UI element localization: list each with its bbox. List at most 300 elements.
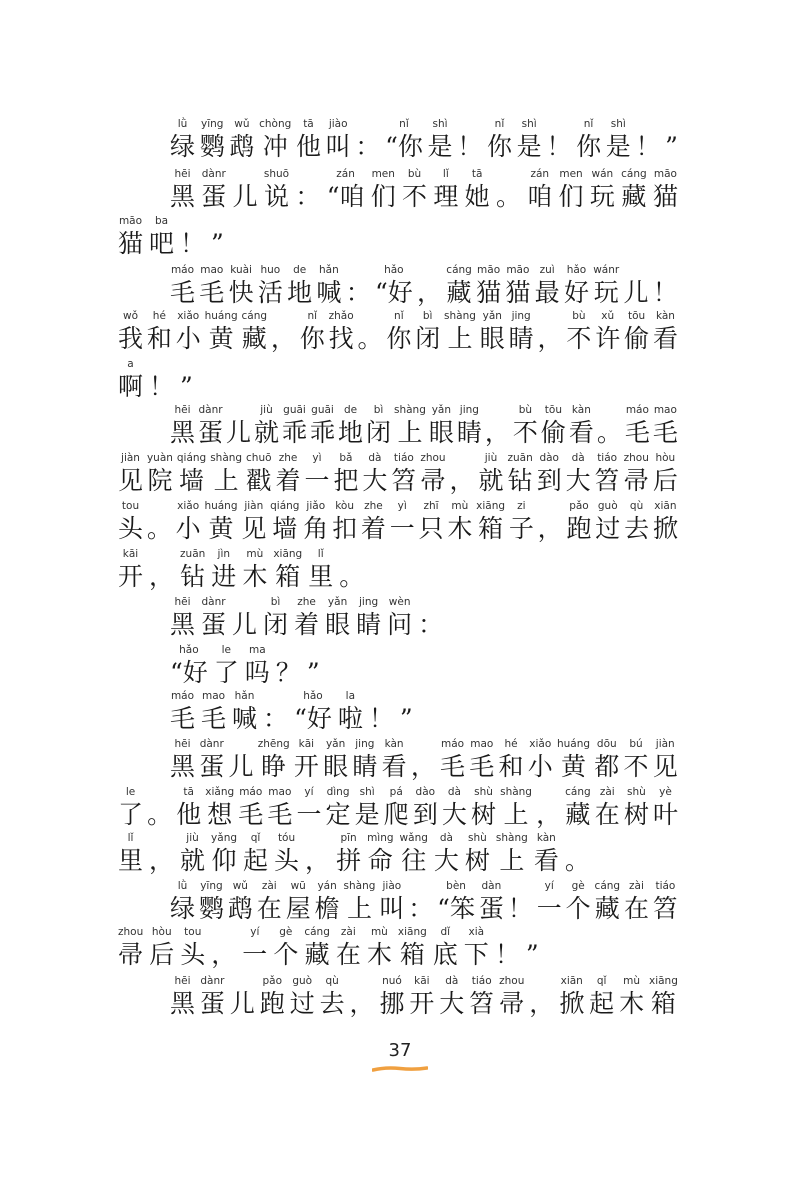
character: 挪nuó (379, 975, 405, 1018)
pinyin (149, 832, 174, 847)
pinyin: nǐ (576, 118, 602, 130)
pinyin: pǎo (566, 500, 592, 512)
character: 是shì (427, 118, 453, 161)
character: ： (355, 118, 380, 159)
pinyin: xiǎo (527, 738, 553, 750)
character: 是shì (354, 786, 380, 829)
pinyin: hǎn (316, 264, 342, 276)
character: 猫māo (118, 215, 144, 258)
character: 后hòu (652, 452, 678, 495)
pinyin: xiāng (476, 500, 506, 512)
character: 都dōu (594, 738, 620, 781)
pinyin (565, 832, 590, 847)
pinyin (529, 975, 554, 990)
character: 偷tōu (540, 404, 566, 447)
character: 墙qiáng (176, 452, 207, 495)
pinyin: shàng (444, 310, 476, 322)
character: 帚zhou (118, 926, 144, 969)
character: 见jiàn (652, 738, 678, 781)
pinyin: kàn (533, 832, 559, 844)
text-line (118, 832, 678, 873)
character: 帚zhou (499, 975, 525, 1018)
character: 笤tiáo (652, 880, 678, 923)
character: 箱xiāng (397, 926, 427, 969)
character: 一yí (536, 880, 562, 923)
character: “好hǎo (170, 644, 208, 687)
character: 你nǐ (576, 118, 602, 161)
pinyin (536, 786, 561, 801)
text-line (170, 118, 678, 159)
character: 你nǐ (386, 310, 412, 353)
pinyin: yǎng (211, 832, 238, 844)
pinyin: zài (335, 926, 361, 938)
pinyin: zhe (360, 500, 386, 512)
character: ： (263, 690, 288, 731)
character: 黑hēi (170, 738, 196, 781)
character: 。 (147, 786, 172, 827)
character: ！ (180, 215, 205, 256)
character: 帚zhou (420, 452, 446, 495)
character: 你nǐ (299, 310, 325, 353)
character: ， (417, 264, 442, 305)
character: 黄huáng (204, 310, 238, 353)
pinyin (400, 693, 413, 708)
character: 眼yǎn (479, 310, 505, 353)
pinyin: yì (304, 452, 330, 464)
pinyin: zhe (294, 596, 320, 608)
pinyin: wǒ (118, 310, 144, 322)
character: ， (271, 310, 296, 351)
character: 毛máo (170, 264, 196, 307)
character: 偷tōu (624, 310, 650, 353)
pinyin: pǎo (259, 975, 285, 987)
pinyin (147, 786, 172, 801)
character: ， (485, 404, 510, 445)
pinyin: wánr (593, 264, 620, 276)
pinyin: kāi (409, 975, 435, 987)
pinyin: xiāng (648, 975, 678, 987)
character: 去qù (319, 975, 345, 1018)
character: 戳chuō (246, 452, 272, 495)
pinyin (350, 975, 375, 990)
character: 着zhe (275, 452, 301, 495)
character: ” (180, 361, 193, 399)
pinyin: tā (295, 118, 321, 130)
pinyin: chuō (246, 452, 272, 464)
character: 你nǐ (486, 118, 512, 161)
pinyin: cáng (621, 168, 647, 180)
character: ： (418, 596, 443, 637)
text-line (170, 168, 678, 209)
pinyin (369, 690, 394, 705)
pinyin: jiǎo (303, 500, 329, 512)
character: ， (538, 310, 563, 351)
character: 起qǐ (243, 832, 269, 875)
pinyin: wū (285, 880, 311, 892)
pinyin (263, 690, 288, 705)
character: 乖guāi (310, 404, 336, 447)
character: 命mìng (367, 832, 394, 875)
pinyin (295, 168, 320, 183)
character: 毛mao (652, 404, 678, 447)
pinyin: mù (366, 926, 392, 938)
character: 鹉wǔ (229, 118, 255, 161)
text-line (118, 548, 678, 589)
character: 笤tiáo (594, 452, 620, 495)
character: 到dào (536, 452, 562, 495)
character: 院yuàn (146, 452, 173, 495)
pinyin: qǐ (243, 832, 269, 844)
pinyin: jiàn (652, 738, 678, 750)
pinyin: tōu (540, 404, 566, 416)
pinyin: yīng (198, 880, 224, 892)
pinyin: hēi (170, 596, 196, 608)
character: 。 (147, 500, 172, 541)
character: 不bú (623, 738, 649, 781)
pinyin: bù (402, 168, 428, 180)
pinyin: shù (471, 786, 496, 798)
pinyin: zuì (534, 264, 560, 276)
character: 里lǐ (308, 548, 334, 591)
character: 在zài (594, 786, 620, 829)
pinyin: shù (623, 786, 649, 798)
pinyin: pīn (336, 832, 362, 844)
character: 就jiù (478, 452, 504, 495)
character: 喊hǎn (316, 264, 342, 307)
pinyin: zuān (180, 548, 206, 560)
pinyin: nǐ (386, 310, 412, 322)
character: ！ (635, 118, 660, 159)
pinyin: dà (433, 832, 459, 844)
character: 不bù (402, 168, 428, 211)
pinyin: máo (624, 404, 650, 416)
pinyin: kāi (293, 738, 319, 750)
pinyin: qù (319, 975, 345, 987)
pinyin (408, 880, 433, 895)
pinyin: gè (273, 926, 299, 938)
pinyin: xiǎo (175, 310, 201, 322)
character: 不bù (566, 310, 592, 353)
pinyin: tōu (624, 310, 650, 322)
character: 冲chòng (259, 118, 292, 161)
pinyin: bèn (437, 880, 475, 892)
page-number: 37 (388, 1040, 412, 1061)
text-line (170, 404, 678, 445)
pinyin (496, 168, 521, 183)
character: 想xiǎng (205, 786, 235, 829)
pinyin: tiáo (652, 880, 678, 892)
character: ， (149, 548, 174, 589)
character: 眼yǎn (323, 738, 349, 781)
pinyin (276, 644, 301, 659)
pinyin: zhou (499, 975, 525, 987)
pinyin: yǎn (479, 310, 505, 322)
character: 毛máo (440, 738, 466, 781)
text-line (170, 264, 678, 305)
text-line (170, 738, 678, 779)
pinyin: ba (149, 215, 175, 227)
character: ， (350, 975, 375, 1016)
pinyin: qǐ (589, 975, 615, 987)
pinyin: bì (263, 596, 289, 608)
character: 问wèn (387, 596, 413, 639)
character: 叫jiào (325, 118, 351, 161)
character: ！ (546, 118, 571, 159)
pinyin: yí (536, 880, 562, 892)
character: 在zài (623, 880, 649, 923)
pinyin: xǔ (595, 310, 621, 322)
character: 拼pīn (336, 832, 362, 875)
character: 睛jing (456, 404, 482, 447)
character: 乖guāi (282, 404, 308, 447)
character: 闭bì (366, 404, 392, 447)
pinyin (180, 361, 193, 376)
pinyin: gè (565, 880, 591, 892)
character: 钻zuān (507, 452, 533, 495)
character: 藏cáng (241, 310, 268, 353)
pinyin (546, 118, 571, 133)
character: 鹉wǔ (227, 880, 253, 923)
character: 蛋dànr (198, 404, 224, 447)
character: 儿 (230, 975, 255, 1016)
character: 了le (118, 786, 144, 829)
pinyin (211, 218, 224, 233)
pinyin: mao (652, 404, 678, 416)
character: ， (450, 452, 475, 493)
character: 到dào (412, 786, 438, 829)
character: 笤tiáo (469, 975, 495, 1018)
character: 过guò (289, 975, 315, 1018)
character: 不bù (512, 404, 538, 447)
pinyin: shàng (394, 404, 426, 416)
pinyin: jiù (478, 452, 504, 464)
character: 说shuō (263, 168, 290, 211)
character: 眼yǎn (325, 596, 351, 639)
pinyin: tou (118, 500, 144, 512)
character: ， (211, 926, 236, 967)
character: 大dà (362, 452, 388, 495)
pinyin (635, 118, 660, 133)
pinyin: zài (256, 880, 282, 892)
pinyin: hēi (170, 168, 196, 180)
pinyin: zhēng (257, 738, 290, 750)
pinyin: cáng (241, 310, 268, 322)
pinyin: dào (536, 452, 562, 464)
pinyin: hǎo (170, 644, 208, 656)
text-line (118, 215, 678, 256)
character: 木mù (242, 548, 268, 591)
pinyin: men (370, 168, 396, 180)
character: 大dà (433, 832, 459, 875)
pinyin: qiáng (270, 500, 300, 512)
pinyin: cáng (304, 926, 330, 938)
pinyin: hēi (170, 404, 196, 416)
pinyin: jiù (254, 404, 279, 416)
pinyin: kàn (652, 310, 678, 322)
pinyin: máo (170, 264, 195, 276)
character: 箱xiāng (273, 548, 303, 591)
pinyin: lǜ (170, 118, 196, 130)
pinyin: guāi (310, 404, 336, 416)
pinyin: yán (314, 880, 340, 892)
pinyin: dànr (201, 168, 227, 180)
pinyin: yí (242, 926, 268, 938)
text-line (118, 786, 678, 827)
pinyin: mù (447, 500, 473, 512)
character: 钻zuān (180, 548, 206, 591)
character: 箱xiāng (476, 500, 506, 543)
character: 睛jing (352, 738, 378, 781)
pinyin: de (287, 264, 313, 276)
character: 好hǎo (563, 264, 589, 307)
character: 大dà (441, 786, 467, 829)
pinyin: zhou (623, 452, 649, 464)
character: 绿lǜ (170, 880, 196, 923)
character: 睛jing (508, 310, 534, 353)
character: ： (346, 264, 371, 305)
pinyin: kàn (568, 404, 594, 416)
pinyin: jiào (325, 118, 351, 130)
character: 毛mao (199, 264, 225, 307)
pinyin: wán (589, 168, 615, 180)
pinyin: bú (623, 738, 649, 750)
character: ？ (276, 644, 301, 685)
character: 蛋dànr (199, 975, 225, 1018)
pinyin (149, 358, 174, 373)
character: 黑hēi (170, 975, 196, 1018)
pinyin (230, 975, 255, 990)
pinyin (180, 215, 205, 230)
character: 和hé (498, 738, 524, 781)
text-line (170, 880, 678, 921)
pinyin (411, 738, 436, 753)
pinyin (305, 832, 330, 847)
character: 儿 (233, 168, 258, 209)
pinyin: wǔ (229, 118, 255, 130)
pinyin: máo (238, 786, 264, 798)
pinyin: shù (464, 832, 490, 844)
pinyin: pá (383, 786, 409, 798)
pinyin: yì (389, 500, 415, 512)
character: 墙qiáng (270, 500, 300, 543)
pinyin (457, 118, 482, 133)
character: 们men (558, 168, 584, 211)
character: 找zhǎo (328, 310, 354, 353)
character: 喊hǎn (232, 690, 258, 733)
pinyin: dìng (325, 786, 351, 798)
pinyin: zhou (420, 452, 446, 464)
pinyin: nǐ (486, 118, 512, 130)
pinyin: jìn (211, 548, 237, 560)
pinyin: xiān (559, 975, 585, 987)
character: 活huo (257, 264, 283, 307)
character: 鹦yīng (198, 880, 224, 923)
pinyin (339, 548, 364, 563)
character: 看kàn (568, 404, 594, 447)
character: 去qù (624, 500, 650, 543)
character: 闭bì (415, 310, 441, 353)
pinyin: le (118, 786, 144, 798)
pinyin: yǎn (325, 596, 351, 608)
pinyin (450, 452, 475, 467)
character: 只zhī (418, 500, 444, 543)
character: 掀xiān (652, 500, 678, 543)
text-line (170, 690, 678, 731)
character: 一yì (304, 452, 330, 495)
pinyin: dǐ (432, 926, 458, 938)
character: 地de (338, 404, 364, 447)
pinyin: jing (456, 404, 482, 416)
character: 玩wán (589, 168, 615, 211)
pinyin: xiāng (273, 548, 303, 560)
text-line (118, 452, 678, 493)
character: 吧ba (149, 215, 175, 258)
pinyin: bǎ (333, 452, 359, 464)
character: 啦la (337, 690, 363, 733)
pinyin: tóu (274, 832, 300, 844)
character: 在zài (335, 926, 361, 969)
pinyin: jiàn (118, 452, 143, 464)
character: 定dìng (325, 786, 351, 829)
pinyin: māo (118, 215, 143, 227)
pinyin: māo (505, 264, 531, 276)
character: 看kàn (381, 738, 407, 781)
character: 她tā (464, 168, 490, 211)
pinyin (417, 264, 442, 279)
character: 和hé (146, 310, 172, 353)
pinyin: huo (257, 264, 283, 276)
character: 看kàn (652, 310, 678, 353)
pinyin: huáng (204, 310, 238, 322)
pinyin: dà (441, 786, 467, 798)
pinyin: dà (565, 452, 591, 464)
pinyin: bì (366, 404, 391, 416)
character: 。 (357, 310, 382, 351)
character: 树shù (464, 832, 490, 875)
pinyin: ma (244, 644, 270, 656)
character: 叫jiào (379, 880, 405, 923)
character: 小xiǎo (175, 500, 201, 543)
pinyin: dào (412, 786, 438, 798)
character: ！ (369, 690, 394, 731)
character: 他tā (295, 118, 321, 161)
pinyin (211, 926, 236, 941)
character: 是shì (516, 118, 542, 161)
character: “好hǎo (294, 690, 332, 733)
character: 黄huáng (556, 738, 591, 781)
pinyin: jiù (180, 832, 206, 844)
pinyin: hǎo (374, 264, 413, 276)
character: 儿 (228, 738, 253, 779)
character: 后hòu (149, 926, 175, 969)
text-line (118, 500, 678, 541)
pinyin: xiān (652, 500, 678, 512)
pinyin: hòu (149, 926, 175, 938)
character: 屋wū (285, 880, 311, 923)
pinyin: shì (427, 118, 453, 130)
character: 大dà (439, 975, 465, 1018)
pinyin: máo (440, 738, 466, 750)
pinyin: yīng (199, 118, 225, 130)
character: 叶yè (652, 786, 678, 829)
character: 黑hēi (170, 404, 196, 447)
pinyin: tiáo (469, 975, 495, 987)
character: 上shàng (444, 310, 476, 353)
pinyin (623, 264, 648, 279)
pinyin (232, 596, 257, 611)
character: 猫māo (476, 264, 502, 307)
character: 头tou (180, 926, 206, 969)
